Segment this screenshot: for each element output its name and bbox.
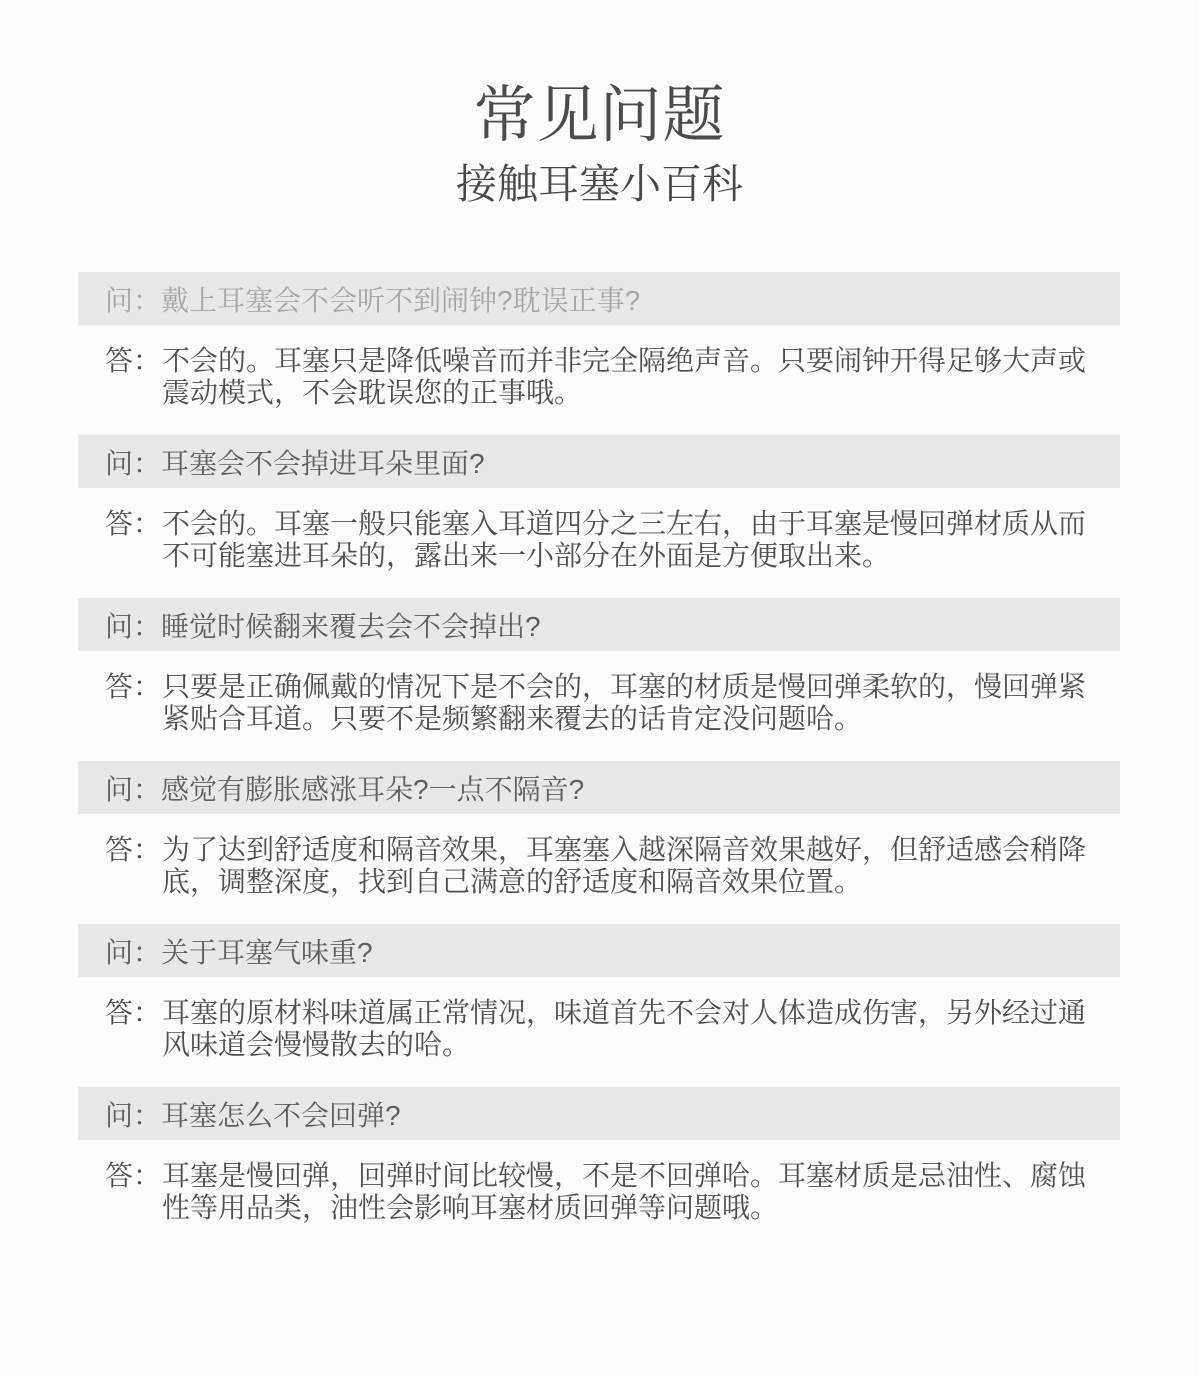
faq-section xyxy=(0,1087,1199,1224)
answer-prefix-label: 答： xyxy=(105,345,162,377)
answer-text: 为了达到舒适度和隔音效果，耳塞塞入越深隔音效果越好，但舒适感会稍降底，调整深度，找到自己满意的舒适度和隔音效果位置。 xyxy=(162,834,1087,898)
question-bar xyxy=(78,598,1120,651)
question-text: 耳塞会不会掉进耳朵里面? xyxy=(161,447,485,479)
faq-section xyxy=(0,761,1199,898)
answer-row xyxy=(105,1160,1199,1224)
faq-list xyxy=(0,272,1199,1224)
question-bar xyxy=(78,1087,1120,1140)
faq-section xyxy=(0,598,1199,735)
answer-prefix-label: 答： xyxy=(105,671,162,703)
question-text: 感觉有膨胀感涨耳朵?一点不隔音? xyxy=(161,773,585,805)
answer-row xyxy=(105,508,1199,572)
page-header xyxy=(0,0,1199,208)
faq-section xyxy=(0,924,1199,1061)
question-text: 耳塞怎么不会回弹? xyxy=(161,1099,401,1131)
question-prefix-label: 问： xyxy=(105,447,162,479)
question-text: 戴上耳塞会不会听不到闹钟?耽误正事? xyxy=(161,284,641,316)
answer-row xyxy=(105,834,1199,898)
question-prefix-label: 问： xyxy=(105,936,162,968)
answer-prefix-label: 答： xyxy=(105,1160,162,1192)
faq-section xyxy=(0,435,1199,572)
question-bar xyxy=(78,272,1120,325)
faq-section xyxy=(0,272,1199,409)
answer-row xyxy=(105,997,1199,1061)
question-prefix-label: 问： xyxy=(105,1099,162,1131)
page-title: 常见问题 xyxy=(473,81,726,150)
answer-prefix-label: 答： xyxy=(105,997,162,1029)
question-text: 睡觉时候翻来覆去会不会掉出? xyxy=(161,610,541,642)
question-prefix-label: 问： xyxy=(105,610,162,642)
answer-row xyxy=(105,345,1199,409)
answer-text: 耳塞是慢回弹，回弹时间比较慢，不是不回弹哈。耳塞材质是忌油性、腐蚀性等用品类，油性会影响耳塞材质回弹等问题哦。 xyxy=(162,1160,1087,1224)
question-prefix-label: 问： xyxy=(105,284,162,316)
question-bar xyxy=(78,761,1120,814)
question-prefix-label: 问： xyxy=(105,773,162,805)
answer-text: 耳塞的原材料味道属正常情况，味道首先不会对人体造成伤害，另外经过通风味道会慢慢散去的哈。 xyxy=(162,997,1087,1061)
question-bar xyxy=(78,435,1120,488)
answer-prefix-label: 答： xyxy=(105,834,162,866)
answer-text: 不会的。耳塞只是降低噪音而并非完全隔绝声音。只要闹钟开得足够大声或震动模式，不会耽误您的正事哦。 xyxy=(162,345,1087,409)
question-bar xyxy=(78,924,1120,977)
answer-text: 只要是正确佩戴的情况下是不会的，耳塞的材质是慢回弹柔软的，慢回弹紧紧贴合耳道。只要不是频繁翻来覆去的话肯定没问题哈。 xyxy=(162,671,1087,735)
answer-prefix-label: 答： xyxy=(105,508,162,540)
page-subtitle: 接触耳塞小百科 xyxy=(456,161,743,208)
answer-text: 不会的。耳塞一般只能塞入耳道四分之三左右，由于耳塞是慢回弹材质从而不可能塞进耳朵的，露出来一小部分在外面是方便取出来。 xyxy=(162,508,1087,572)
answer-row xyxy=(105,671,1199,735)
question-text: 关于耳塞气味重? xyxy=(161,936,373,968)
